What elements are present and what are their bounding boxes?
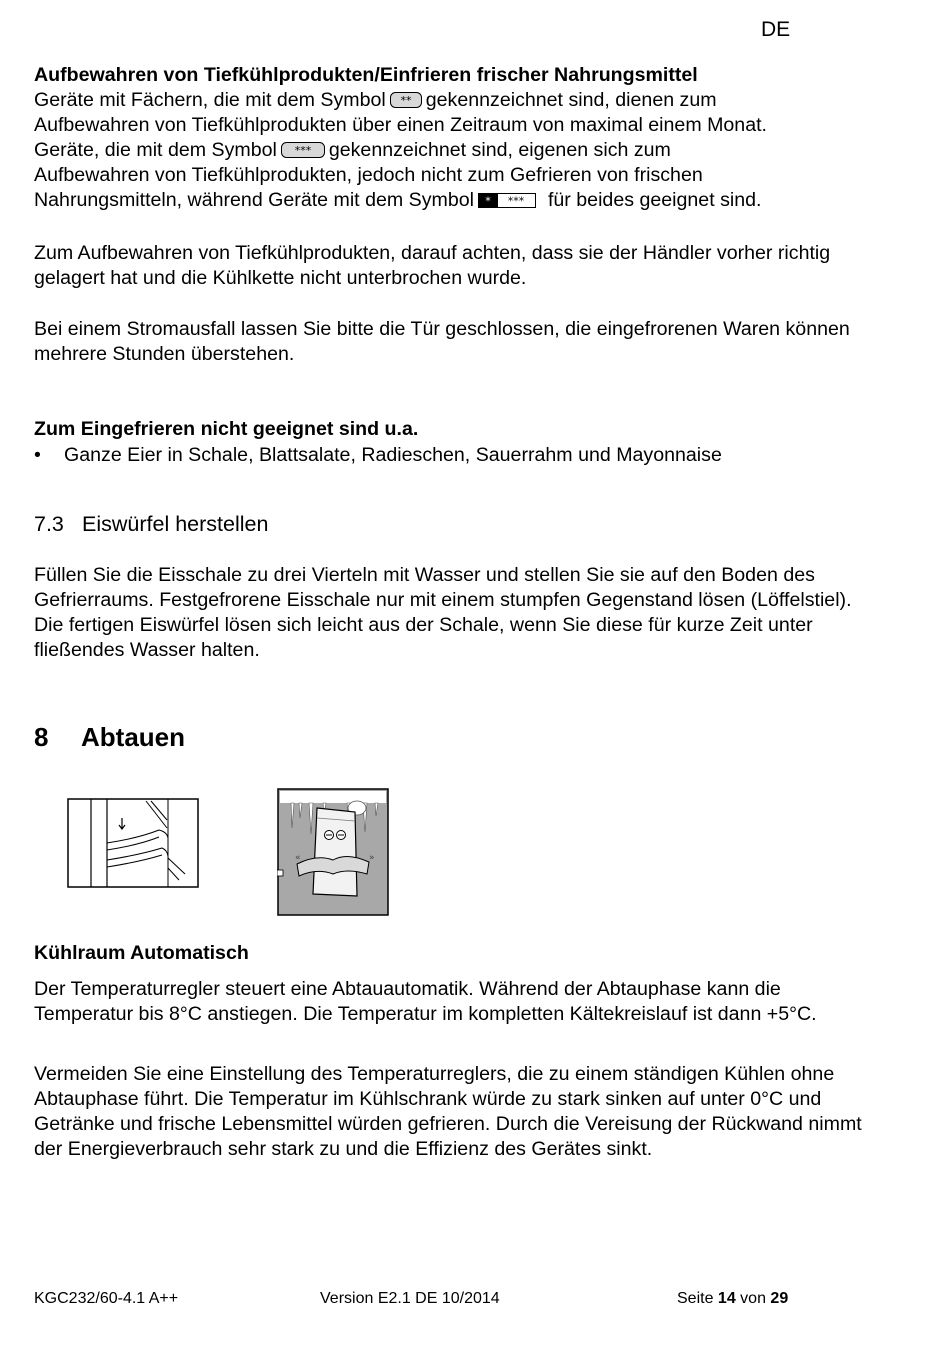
page-prefix: Seite: [677, 1290, 714, 1307]
cooling-paragraph-1: Der Temperaturregler steuert eine Abtauautomatik. Während der Abtauphase kann die Temperatur bis 8°C anstiegen. Die Temperatur im kompletten Kältekreislauf ist dann +5°C.: [34, 978, 817, 1025]
footer-version: Version E2.1 DE 10/2014: [320, 1290, 500, 1307]
storage-line-4: Aufbewahren von Tiefkühlprodukten, jedoch nicht zum Gefrieren von frischen: [34, 164, 703, 186]
three-star-freezer-icon: [281, 142, 325, 158]
svg-text:***: ***: [507, 194, 525, 208]
page-total: 29: [770, 1290, 789, 1307]
iced-freezer-illustration: [277, 788, 389, 916]
page-mid: von: [740, 1290, 766, 1307]
storage-paragraph-3: Bei einem Stromausfall lassen Sie bitte die Tür geschlossen, die eingefrorenen Waren können mehrere Stunden überstehen.: [34, 318, 850, 365]
storage-line-5: [34, 188, 884, 213]
svg-text:***: ***: [294, 144, 312, 157]
storage-paragraph: [34, 88, 884, 213]
storage-line-1-end: gekennzeichnet sind, dienen zum: [425, 89, 717, 111]
not-suitable-heading: Zum Eingefrieren nicht geeignet sind u.a.: [34, 418, 419, 440]
svg-text:*: *: [485, 194, 491, 208]
svg-text:**: **: [400, 94, 412, 107]
list-item-text: Ganze Eier in Schale, Blattsalate, Radieschen, Sauerrahm und Mayonnaise: [64, 444, 722, 466]
ice-cube-paragraph: Füllen Sie die Eisschale zu drei Vierteln mit Wasser und stellen Sie sie auf den Boden des Gefrierraums. Festgefrorene Eisschale nur mit einem stumpfen Gegenstand lösen (Löffelstiel). Die fertigen Eiswürfel lösen sich leicht aus der Schale, wenn Sie diese für kurze Zeit unter fließendes Wasser halten.: [34, 564, 852, 661]
page-current: 14: [717, 1290, 736, 1307]
chapter-8-heading: [34, 721, 185, 753]
storage-heading: Aufbewahren von Tiefkühlprodukten/Einfrieren frischer Nahrungsmittel: [34, 64, 698, 86]
section-7-3-heading: [34, 511, 268, 537]
svg-text:»: »: [369, 853, 375, 863]
storage-line-3: [34, 138, 884, 163]
footer-model: KGC232/60-4.1 A++: [34, 1290, 179, 1307]
storage-line-5-start: Nahrungsmitteln, während Geräte mit dem Symbol: [34, 189, 474, 211]
bullet-icon: •: [34, 444, 41, 466]
two-star-freezer-icon: [390, 92, 422, 108]
storage-line-3-start: Geräte, die mit dem Symbol: [34, 139, 277, 161]
section-title: Eiswürfel herstellen: [82, 512, 269, 536]
footer-page-number: [677, 1289, 788, 1309]
storage-line-1: [34, 88, 884, 113]
storage-paragraph-2: Zum Aufbewahren von Tiefkühlprodukten, darauf achten, dass sie der Händler vorher richtig gelagert hat und die Kühlkette nicht unterbrochen wurde.: [34, 242, 831, 289]
fridge-interior-illustration: [67, 798, 199, 888]
four-star-freezer-icon: [478, 193, 536, 208]
cooling-heading: Kühlraum Automatisch: [34, 942, 249, 964]
cooling-paragraph-2: Vermeiden Sie eine Einstellung des Temperaturreglers, die zu einem ständigen Kühlen ohne Abtauphase führt. Die Temperatur im Kühlschrank würde zu stark sinken auf unter 0°C und Getränke und frische Lebensmittel würden gefrieren. Durch die Vereisung der Rückwand nimmt der Energieverbrauch sehr stark zu und die Effizienz des Gerätes sinkt.: [34, 1063, 862, 1160]
storage-line-5-end: für beides geeignet sind.: [547, 189, 762, 211]
svg-text:«: «: [295, 853, 301, 863]
storage-line-2: Aufbewahren von Tiefkühlprodukten über einen Zeitraum von maximal einem Monat.: [34, 114, 767, 136]
chapter-title: Abtauen: [81, 722, 185, 752]
storage-line-3-end: gekennzeichnet sind, eigenen sich zum: [328, 139, 671, 161]
storage-line-1-start: Geräte mit Fächern, die mit dem Symbol: [34, 89, 386, 111]
chapter-number: 8: [34, 722, 49, 752]
section-number: 7.3: [34, 512, 64, 536]
language-label: DE: [761, 18, 791, 41]
